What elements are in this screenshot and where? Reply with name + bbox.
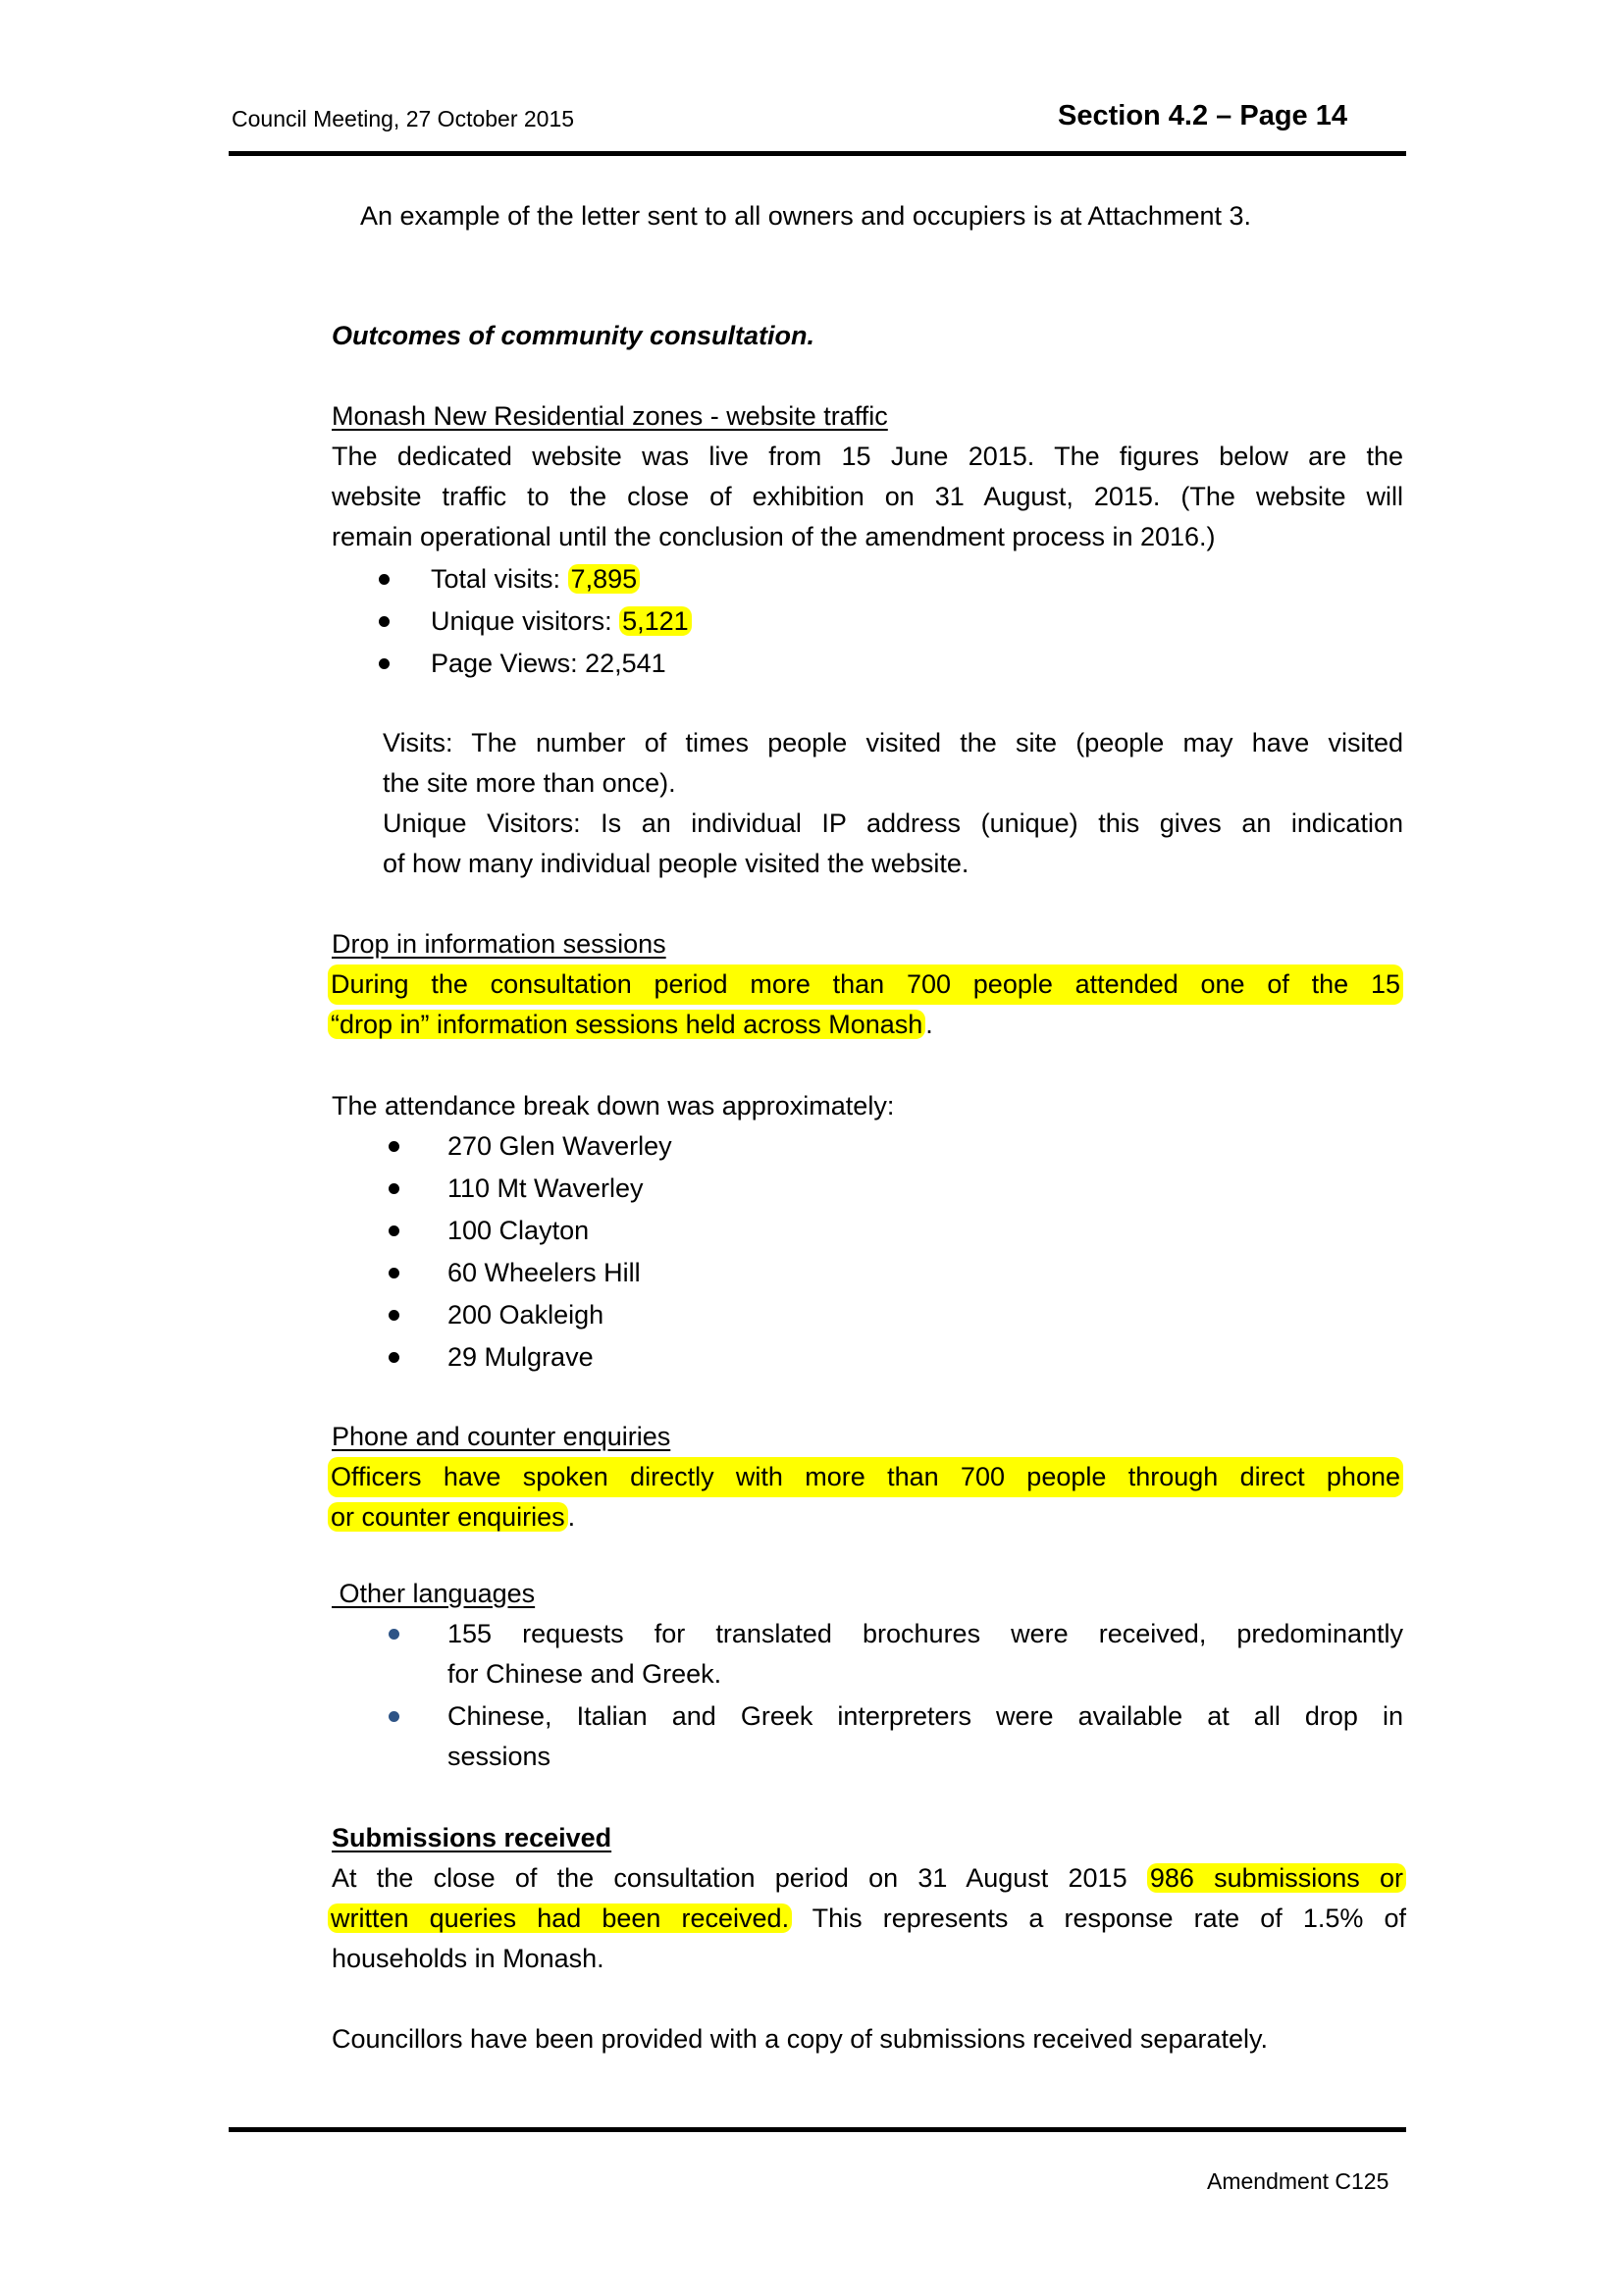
breakdown-list — [389, 1126, 672, 1380]
website-line: website traffic to the close of exhibition on 31 August, 2015. (The website will — [332, 482, 1403, 511]
breakdown-item — [389, 1126, 672, 1169]
website-paragraph — [332, 437, 1403, 557]
definitions — [383, 723, 1403, 884]
drop-in-paragraph — [328, 965, 1407, 1045]
submissions-text: At the close of the consultation period on 31 August 2015 — [332, 1863, 1147, 1893]
intro-text: An example of the letter sent to all owners and occupiers is at Attachment 3. — [360, 201, 1251, 231]
breakdown-item — [389, 1337, 672, 1380]
definition-line: Unique Visitors: Is an individual IP address (unique) this gives an indication — [383, 808, 1403, 838]
phone-paragraph — [328, 1457, 1407, 1538]
website-line: The dedicated website was live from 15 June 2015. The figures below are the — [332, 442, 1403, 471]
phone-highlight-line: or counter enquiries — [328, 1502, 568, 1532]
stat-label: Total visits: — [431, 564, 568, 594]
bullet-icon — [379, 658, 390, 669]
drop-in-highlight-line: During the consultation period more than 700 people attended one of the 15 — [328, 965, 1403, 1005]
header-section-page: Section 4.2 – Page 14 — [1058, 100, 1347, 131]
bullet-icon — [389, 1183, 399, 1194]
bullet-icon — [389, 1141, 399, 1152]
header-meeting: Council Meeting, 27 October 2015 — [232, 106, 575, 131]
stats-list — [379, 559, 692, 684]
language-item-line: Chinese, Italian and Greek interpreters were available at all drop in — [447, 1701, 1403, 1731]
header-rule — [229, 151, 1406, 156]
footer-amendment: Amendment C125 — [1207, 2168, 1389, 2194]
breakdown-text: 270 Glen Waverley — [447, 1131, 672, 1161]
submissions-highlight: written queries had been received. — [328, 1903, 792, 1933]
breakdown-text: 100 Clayton — [447, 1216, 590, 1245]
languages-heading: Other languages — [332, 1579, 536, 1608]
stat-item — [379, 559, 692, 600]
breakdown-item — [389, 1211, 672, 1253]
bullet-icon — [389, 1629, 399, 1640]
phone-heading: Phone and counter enquiries — [332, 1422, 671, 1451]
bullet-icon — [379, 616, 390, 627]
bullet-icon — [389, 1225, 399, 1236]
phone-highlight-line: Officers have spoken directly with more than 700 people through direct phone — [328, 1457, 1403, 1497]
breakdown-text: 200 Oakleigh — [447, 1300, 604, 1329]
breakdown-intro: The attendance break down was approximately: — [332, 1091, 895, 1121]
breakdown-item — [389, 1253, 672, 1295]
submissions-text: households in Monash. — [332, 1944, 604, 1973]
website-line: remain operational until the conclusion of the amendment process in 2016.) — [332, 522, 1216, 551]
outcomes-heading: Outcomes of community consultation. — [332, 321, 815, 350]
submissions-highlight: 986 submissions or — [1147, 1863, 1406, 1893]
submissions-closing: Councillors have been provided with a copy of submissions received separately. — [332, 2024, 1269, 2054]
definition-line: the site more than once). — [383, 768, 676, 798]
stat-item — [379, 644, 692, 684]
languages-list — [389, 1614, 1403, 1777]
stat-value-highlight: 7,895 — [568, 564, 641, 594]
phone-period: . — [567, 1502, 576, 1532]
bullet-icon — [389, 1352, 399, 1363]
definition-line: Visits: The number of times people visited the site (people may have visited — [383, 728, 1403, 757]
language-item — [389, 1696, 1403, 1777]
stat-label: Unique visitors: — [431, 606, 620, 636]
drop-in-period: . — [925, 1010, 933, 1039]
breakdown-text: 60 Wheelers Hill — [447, 1258, 641, 1287]
breakdown-item — [389, 1169, 672, 1211]
stat-item — [379, 601, 692, 642]
language-item-line: sessions — [447, 1742, 551, 1771]
submissions-text: This represents a response rate of 1.5% of — [792, 1903, 1406, 1933]
drop-in-highlight-line: “drop in” information sessions held across Monash — [328, 1010, 925, 1039]
footer-rule — [229, 2127, 1406, 2132]
stat-value-highlight: 5,121 — [619, 606, 692, 636]
breakdown-text: 110 Mt Waverley — [447, 1173, 644, 1203]
bullet-icon — [379, 574, 390, 585]
website-heading: Monash New Residential zones - website traffic — [332, 401, 888, 431]
breakdown-text: 29 Mulgrave — [447, 1342, 594, 1372]
bullet-icon — [389, 1310, 399, 1321]
definition-line: of how many individual people visited the website. — [383, 849, 969, 878]
language-item — [389, 1614, 1403, 1694]
language-item-line: for Chinese and Greek. — [447, 1659, 722, 1689]
submissions-heading: Submissions received — [332, 1823, 612, 1852]
breakdown-item — [389, 1295, 672, 1337]
language-item-line: 155 requests for translated brochures were received, predominantly — [447, 1619, 1403, 1648]
submissions-paragraph — [332, 1858, 1406, 1979]
bullet-icon — [389, 1268, 399, 1278]
bullet-icon — [389, 1711, 399, 1722]
stat-value: 22,541 — [585, 649, 666, 678]
stat-label: Page Views: — [431, 649, 586, 678]
drop-in-heading: Drop in information sessions — [332, 929, 666, 959]
